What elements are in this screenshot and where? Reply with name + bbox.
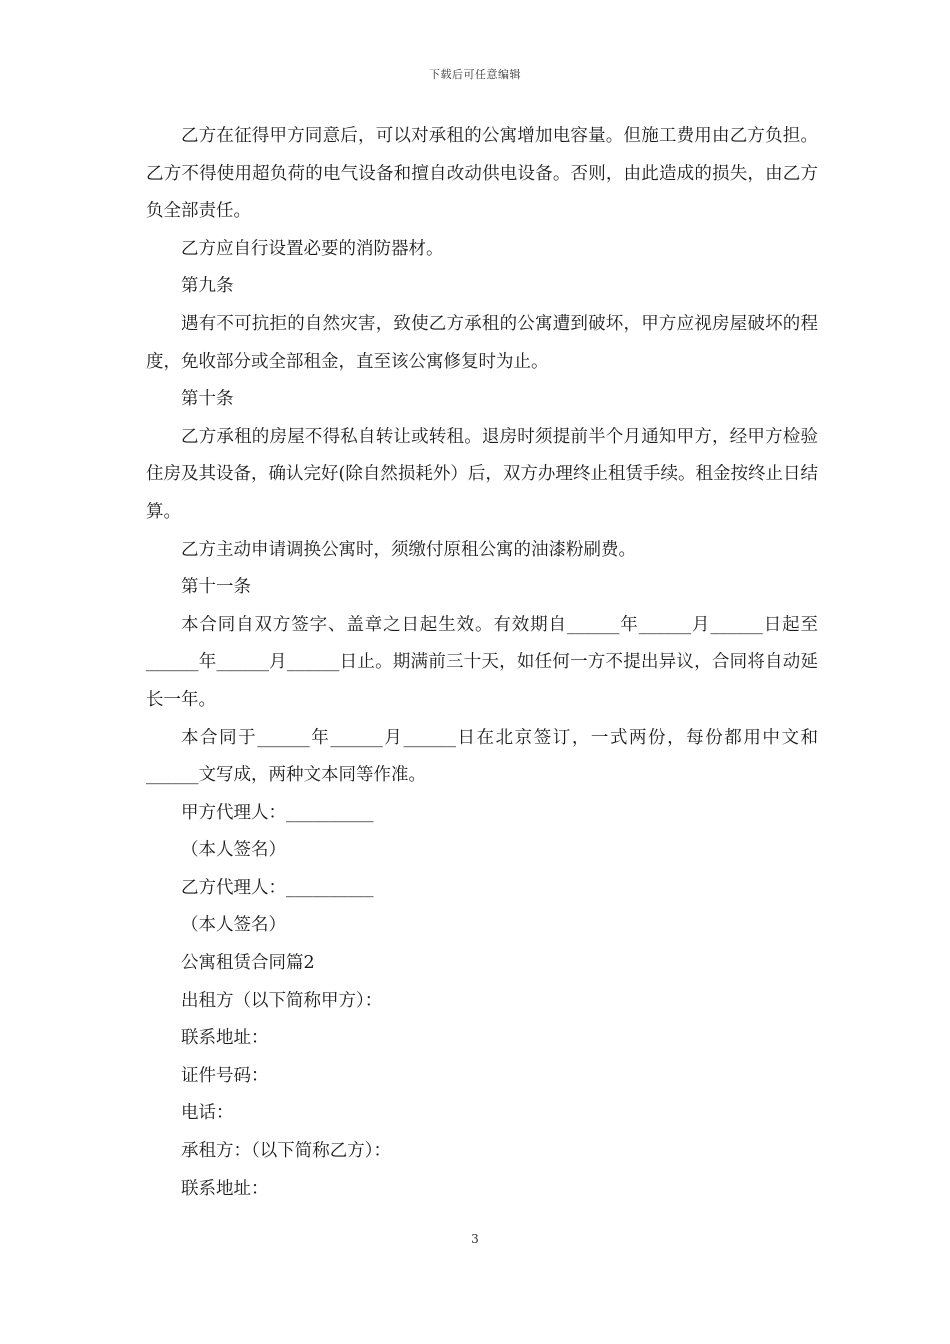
article-9-heading: 第九条 [181,276,234,297]
paragraph-force-majeure: 遇有不可抗拒的自然灾害，致使乙方承租的公寓遭到破坏，甲方应视房屋破坏的程度，免收部分或全部租金，直至该公寓修复时为止。 [146,313,818,372]
contract-2-title: 公寓租赁合同篇2 [181,953,315,974]
paragraph-effective-period: 本合同自双方签字、盖章之日起生效。有效期自______年______月______日起至______年______月______日止。期满前三十天，如任何一方不提出异议，合同将自动延长一年。 [146,614,818,710]
page-header: 下载后可任意编辑 [429,68,521,81]
lessee-address-line: 联系地址： [181,1178,269,1199]
paragraph-no-sublet: 乙方承租的房屋不得私自转让或转租。退房时须提前半个月通知甲方，经甲方检验住房及其设备，确认完好(除自然损耗外）后，双方办理终止租赁手续。租金按终止日结算。 [146,426,818,522]
party-b-agent-line: 乙方代理人：__________ [181,877,374,898]
party-a-signature-note: （本人签名） [181,840,286,861]
lessor-id-line: 证件号码： [181,1065,269,1086]
paragraph-fire-equipment: 乙方应自行设置必要的消防器材。 [181,238,444,259]
paragraph-power-capacity: 乙方在征得甲方同意后，可以对承租的公寓增加电容量。但施工费用由乙方负担。乙方不得使用超负荷的电气设备和擅自改动供电设备。否则，由此造成的损失，由乙方负全部责任。 [146,126,818,222]
article-10-heading: 第十条 [181,389,234,410]
paragraph-exchange-fee: 乙方主动申请调换公寓时，须缴付原租公寓的油漆粉刷费。 [181,539,636,560]
document-body [146,118,818,1208]
lessor-line: 出租方（以下简称甲方）： [181,990,383,1011]
lessor-address-line: 联系地址： [181,1028,269,1049]
article-11-heading: 第十一条 [181,577,251,598]
paragraph-signing: 本合同于______年______月______日在北京签订，一式两份，每份都用中文和______文写成，两种文本同等作准。 [146,727,818,786]
page-number: 3 [471,1232,479,1246]
lessee-line: 承租方：（以下简称乙方）： [181,1141,391,1162]
party-a-agent-line: 甲方代理人：__________ [181,802,374,823]
party-b-signature-note: （本人签名） [181,915,286,936]
lessor-phone-line: 电话： [181,1103,234,1124]
